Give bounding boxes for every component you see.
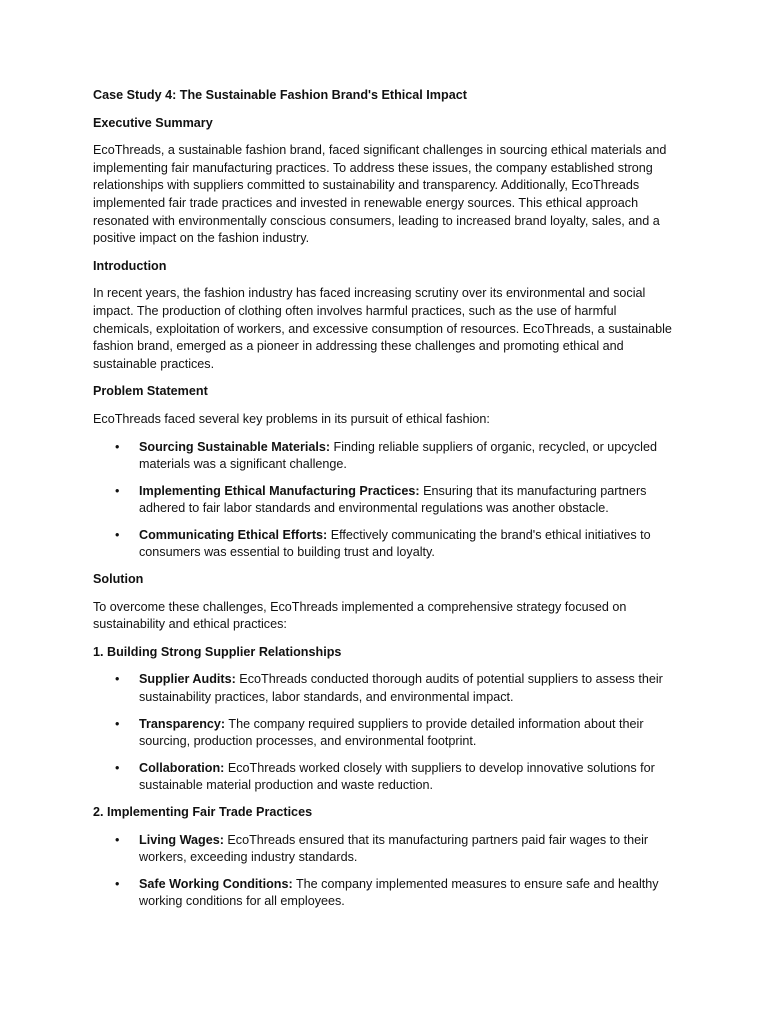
fair-trade-list <box>93 832 676 911</box>
list-item-term: Supplier Audits: <box>139 672 236 687</box>
heading-introduction: Introduction <box>93 258 167 273</box>
problem-list <box>93 439 676 563</box>
heading-executive-summary: Executive Summary <box>93 115 213 130</box>
heading-problem-statement: Problem Statement <box>93 384 208 399</box>
list-item-text: Ensuring that its manufacturing partners adhered to fair labor standards and environmental regulations was another obstacle. <box>139 483 647 516</box>
list-item <box>93 671 676 706</box>
list-item-text: Effectively communicating the brand's ethical initiatives to consumers was essential to building trust and loyalty. <box>139 527 651 560</box>
list-item-text: The company implemented measures to ensure safe and healthy working conditions for all employees. <box>139 876 659 909</box>
list-item-term: Sourcing Sustainable Materials: <box>139 439 331 454</box>
list-item-term: Collaboration: <box>139 760 225 775</box>
list-item <box>93 716 676 751</box>
heading-solution: Solution <box>93 572 144 587</box>
bullet: • <box>115 716 120 731</box>
bullet: • <box>115 760 120 775</box>
list-item-term: Transparency: <box>139 716 226 731</box>
list-item <box>93 527 676 562</box>
document-title: Case Study 4: The Sustainable Fashion Brand's Ethical Impact <box>93 88 467 102</box>
list-item-term: Communicating Ethical Efforts: <box>139 527 328 542</box>
list-item-text: EcoThreads conducted thorough audits of potential suppliers to assess their sustainability practices, labor standards, and environmental impact. <box>139 672 663 705</box>
list-item <box>93 832 676 867</box>
bullet: • <box>115 876 120 891</box>
list-item <box>93 483 676 518</box>
supplier-relationships-list <box>93 671 676 795</box>
bullet: • <box>115 439 120 454</box>
list-item-term: Implementing Ethical Manufacturing Practices: <box>139 483 420 498</box>
paragraph-problem-statement: EcoThreads faced several key problems in its pursuit of ethical fashion: <box>93 411 490 426</box>
list-item-text: Finding reliable suppliers of organic, recycled, or upcycled materials was a significant challenge. <box>139 439 657 472</box>
bullet: • <box>115 832 120 847</box>
subheading-supplier-relationships: 1. Building Strong Supplier Relationships <box>93 644 342 659</box>
list-item <box>93 760 676 795</box>
paragraph-solution: To overcome these challenges, EcoThreads implemented a comprehensive strategy focused on sustainability and ethical practices: <box>93 599 627 632</box>
list-item-term: Safe Working Conditions: <box>139 876 293 891</box>
list-item-text: EcoThreads ensured that its manufacturing partners paid fair wages to their workers, exceeding industry standards. <box>139 832 649 865</box>
subheading-fair-trade-practices: 2. Implementing Fair Trade Practices <box>93 805 313 819</box>
list-item-term: Living Wages: <box>139 832 224 847</box>
bullet: • <box>115 527 120 542</box>
list-item-text: The company required suppliers to provide detailed information about their sourcing, production processes, and environmental footprint. <box>139 716 644 749</box>
list-item-text: EcoThreads worked closely with suppliers to develop innovative solutions for sustainable material production and waste reduction. <box>139 760 655 793</box>
bullet: • <box>115 483 120 498</box>
list-item <box>93 876 676 911</box>
paragraph-executive-summary: EcoThreads, a sustainable fashion brand, faced significant challenges in sourcing ethical materials and implementing fair manufacturing practices. To address these issues, the company established strong relationships with suppliers committed to sustainability and transparency. Additionally, EcoThreads implemented fair trade practices and invested in renewable energy sources. This ethical approach resonated with environmentally conscious consumers, leading to increased brand loyalty, sales, and a positive impact on the fashion industry. <box>93 143 667 246</box>
bullet: • <box>115 672 120 687</box>
paragraph-introduction: In recent years, the fashion industry has faced increasing scrutiny over its environmental and social impact. The production of clothing often involves harmful practices, such as the use of harmful chemicals, exploitation of workers, and excessive consumption of resources. EcoThreads, a sustainable fashion brand, emerged as a pioneer in addressing these challenges and promoting ethical and sustainable practices. <box>93 286 672 371</box>
list-item <box>93 439 676 474</box>
